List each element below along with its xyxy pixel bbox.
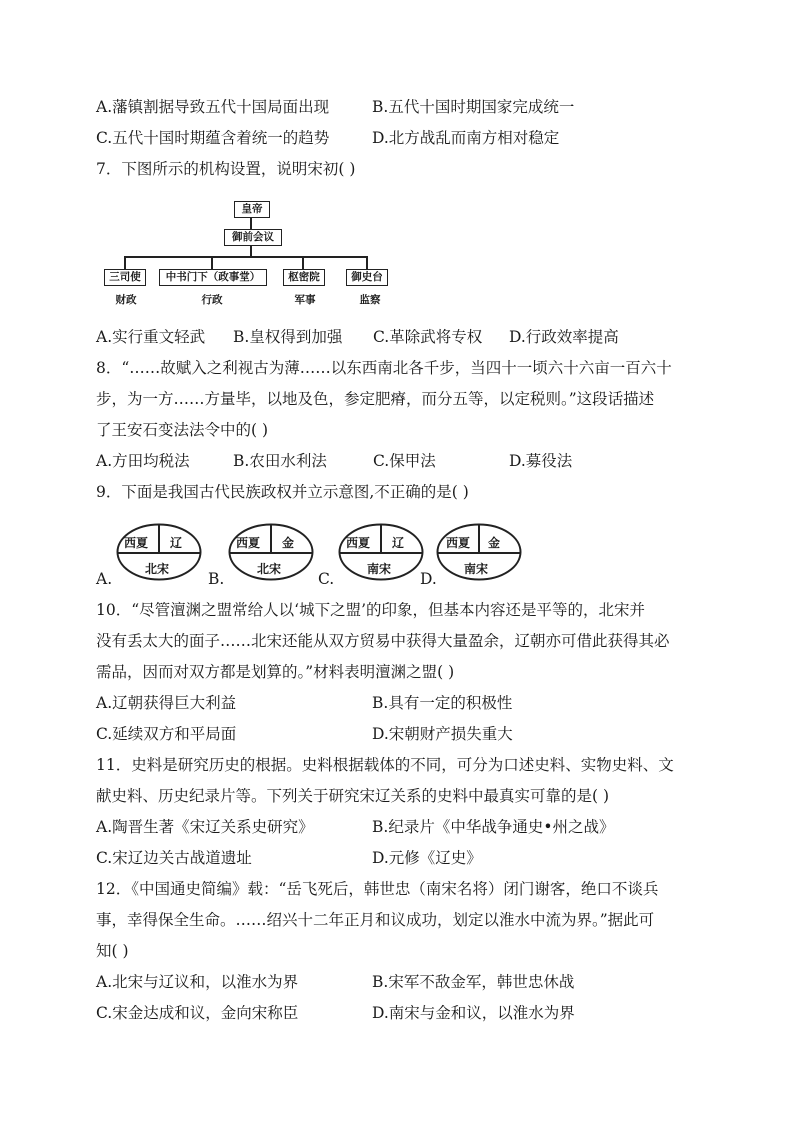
option-letter: A.: [96, 570, 113, 588]
option-letter: B.: [208, 570, 225, 588]
q10-stem-line2: 没有丢太大的面子……北宋还能从双方贸易中获得大量盈余，辽朝亦可借此获得其必: [96, 632, 670, 650]
q8-stem-line3: 了王安石变法法令中的( ): [96, 421, 269, 439]
q8-stem-line1: 8．“……故赋入之利视古为薄……以东西南北各千步，当四十一顷六十六亩一百六十: [96, 359, 672, 377]
regime-label: 西夏: [446, 536, 471, 550]
q10-option-c: C.延续双方和平局面: [96, 725, 237, 743]
regime-label: 辽: [170, 536, 183, 550]
q8-option-d: D.募役法: [509, 452, 573, 470]
q10-option-b: B.具有一定的积极性: [372, 694, 513, 712]
q11-option-c: C.宋辽边关古战道遗址: [96, 849, 252, 867]
connector-line: [211, 256, 213, 269]
q11-option-d: D.元修《辽史》: [372, 849, 482, 867]
q12-stem-line2: 事，幸得保全生命。……绍兴十二年正月和议成功，划定以淮水中流为界。”据此可: [96, 911, 655, 929]
organ-box-censorate: 御史台: [346, 269, 388, 286]
q12-stem-line1: 12．《中国通史简编》载：“岳飞死后，韩世忠（南宋名将）闭门谢客，绝口不谈兵: [96, 880, 659, 898]
q6-option-b: B.五代十国时期国家完成统一: [372, 98, 575, 116]
connector-line: [124, 256, 126, 269]
q6-option-d: D.北方战乱而南方相对稳定: [372, 129, 560, 147]
regime-label: 南宋: [367, 562, 392, 576]
q6-option-a: A.藩镇割据导致五代十国局面出现: [96, 98, 330, 116]
q11-option-a: A.陶晋生著《宋辽关系史研究》: [96, 818, 314, 836]
q12-option-a: A.北宋与辽议和，以淮水为界: [96, 973, 299, 991]
q12-option-c: C.宋金达成和议，金向宋称臣: [96, 1004, 299, 1022]
q11-option-b: B.纪录片《中华战争通史•州之战》: [372, 818, 615, 836]
connector-line: [366, 256, 368, 269]
organ-box-admin: 中书门下（政事堂）: [159, 269, 267, 286]
q10-option-d: D.宋朝财产损失重大: [372, 725, 513, 743]
q7-option-a: A.实行重文轻武: [96, 328, 206, 346]
regime-label: 金: [488, 536, 501, 550]
q6-option-c: C.五代十国时期蕴含着统一的趋势: [96, 129, 330, 147]
q8-stem-line2: 步，为一方……方量毕，以地及色，参定肥瘠，而分五等，以定税则。”这段话描述: [96, 390, 655, 408]
q11-stem-line2: 献史料、历史纪录片等。下列关于研究宋辽关系的史料中最真实可靠的是( ): [96, 787, 610, 805]
regime-label: 西夏: [236, 536, 261, 550]
connector-line: [250, 218, 252, 229]
q9-stem: 9．下面是我国古代民族政权并立示意图,不正确的是( ): [96, 483, 469, 501]
emperor-box: 皇帝: [234, 201, 270, 218]
q7-stem: 7．下图所示的机构设置，说明宋初( ): [96, 160, 356, 178]
q8-option-c: C.保甲法: [373, 452, 436, 470]
regime-label: 北宋: [257, 562, 282, 576]
organ-role-label: 军事: [294, 294, 316, 306]
organ-box-finance: 三司使: [104, 269, 146, 286]
regime-label: 金: [282, 536, 295, 550]
organ-role-label: 行政: [201, 294, 223, 306]
q7-option-c: C.革除武将专权: [373, 328, 483, 346]
option-letter: D.: [420, 570, 437, 588]
q10-option-a: A.辽朝获得巨大利益: [96, 694, 237, 712]
council-box: 御前会议: [224, 229, 282, 246]
organ-box-military: 枢密院: [283, 269, 325, 286]
regime-label: 辽: [392, 536, 405, 550]
regime-label: 西夏: [346, 536, 371, 550]
q8-option-b: B.农田水利法: [233, 452, 327, 470]
regime-label: 南宋: [464, 562, 489, 576]
organ-role-label: 财政: [115, 294, 137, 306]
q8-option-a: A.方田均税法: [96, 452, 190, 470]
q7-option-d: D.行政效率提高: [509, 328, 619, 346]
q12-option-d: D.南宋与金和议，以淮水为界: [372, 1004, 575, 1022]
regime-label: 北宋: [145, 562, 170, 576]
regime-label: 西夏: [124, 536, 149, 550]
q12-stem-line3: 知( ): [96, 942, 129, 960]
q10-stem-line1: 10．“尽管澶渊之盟常给人以‘城下之盟’的印象，但基本内容还是平等的，北宋并: [96, 601, 646, 619]
q11-stem-line1: 11．史料是研究历史的根据。史料根据载体的不同，可分为口述史料、实物史料、文: [96, 756, 674, 774]
connector-line: [250, 246, 252, 256]
branch-line: [124, 256, 367, 258]
organ-role-label: 监察: [359, 294, 381, 306]
connector-line: [302, 256, 304, 269]
q12-option-b: B.宋军不敌金军，韩世忠休战: [372, 973, 575, 991]
q7-option-b: B.皇权得到加强: [233, 328, 343, 346]
option-letter: C.: [318, 570, 335, 588]
q10-stem-line3: 需品，因而对双方都是划算的。”材料表明澶渊之盟( ): [96, 663, 455, 681]
